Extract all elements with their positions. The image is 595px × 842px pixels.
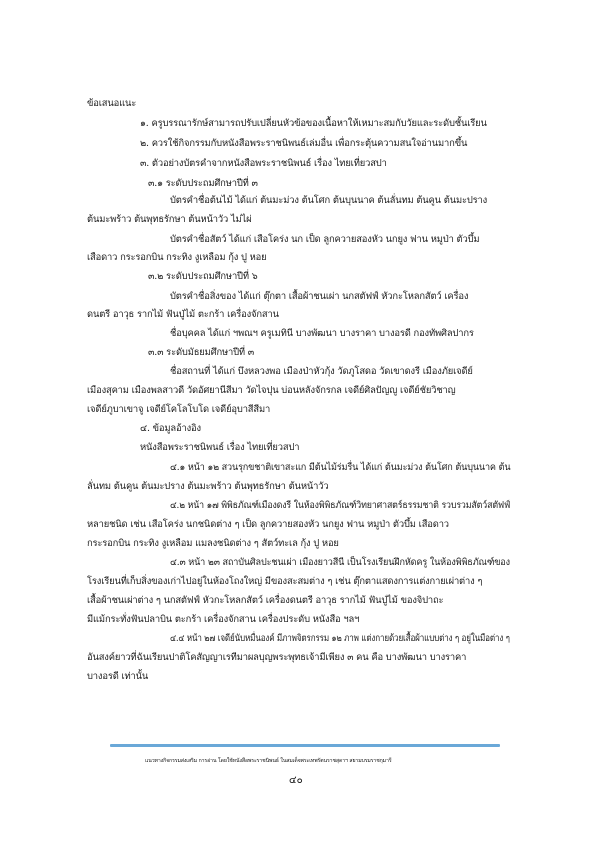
paragraph-line: ต้นมะพร้าว ต้นพุทธรักษา ต้นหน้าวัว ไม่ไผ่ <box>87 214 252 225</box>
paragraph-line: เสื้อผ้าชนเผ่าต่าง ๆ นกสตัฟฟ์ หัวกะโหลกสัตว์ เครื่องดนตรี อาวุธ รากไม้ ฟันปู่ไม้ ของจิปาถะ <box>87 595 444 606</box>
paragraph-line: เสือดาว กระรอกบิน กระทิง งูเหลือม กุ้ง ปู หอย <box>87 252 267 263</box>
paragraph-line: บัตรคำชื่อสิ่งของ ได้แก่ ตุ๊กตา เสื้อผ้าชนเผ่า นกสตัฟฟ์ หัวกะโหลกสัตว์ เครื่อง <box>170 291 469 302</box>
recommendation-3: ๓. ตัวอย่างบัตรคำจากหนังสือพระราชนิพนธ์ เรื่อง ไทยเที่ยวสปา <box>140 158 387 169</box>
subheading-grade-6: ๓.๒ ระดับประถมศึกษาปีที่ ๖ <box>148 271 258 282</box>
recommendation-1: ๑. ครูบรรณารักษ์สามารถปรับเปลี่ยนหัวข้อของเนื้อหาให้เหมาะสมกับวัยและระดับชั้นเรียน <box>140 118 487 129</box>
paragraph-line: โรงเรียนที่เก็บสิ่งของเก่าไปอยู่ในห้องโถงใหญ่ มีของสะสมต่าง ๆ เช่น ตุ๊กตาแสดงการแต่งกายเผ่าต่าง ๆ <box>87 576 483 587</box>
paragraph-line: บัตรคำชื่อสัตว์ ได้แก่ เสือโคร่ง นก เป็ด ลูกควายสองหัว นกยูง ฟาน หมูป่า ตัวบึ้ม <box>170 234 480 245</box>
paragraph-line: หลายชนิด เช่น เสือโคร่ง นกชนิดต่าง ๆ เป็ด ลูกควายสองหัว นกยูง ฟาน หมูป่า ตัวบึ้ม เสือดาว <box>87 519 449 530</box>
paragraph-line: ชื่อบุคคล ได้แก่ ฯพณฯ ครูเมทินี บางพัฒนา บางราคา บางอรดี กองทัพศิลปากร <box>170 328 474 339</box>
paragraph-line: กระรอกบิน กระทิง งูเหลือม แมลงชนิดต่าง ๆ สัตว์ทะเล กุ้ง ปู หอย <box>87 538 339 549</box>
subheading-secondary-3: ๓.๓ ระดับมัธยมศึกษาปีที่ ๓ <box>148 347 255 358</box>
footer-text: แนวทางกิจกรรมส่งเสริม การอ่าน โดยใช้หนังสือพระราชนิพนธ์ ในสมเด็จพระเทพรัตนราชสุดาฯ สยามบรมราชกุมารี <box>145 758 392 764</box>
heading-references: ๔. ข้อมูลอ้างอิง <box>140 423 201 434</box>
paragraph-line: ๔.๔ หน้า ๒๗ เจดีย์นับหมื่นองค์ มีภาพจิตรกรรม ๑๒ ภาพ แต่งกายด้วยเสื้อผ้าแบบต่าง ๆ อยู่ในมือต่าง ๆ <box>170 633 510 644</box>
heading-recommendations: ข้อเสนอแนะ <box>87 98 137 109</box>
paragraph-line: เมืองสุคาม เมืองพลสาวดี วัดอัศยานีสีมา วัดไจปุน บ่อนหลังจักรกล เจดีย์ศิลปัญญู เจดีย์ชัยวิชาญ <box>87 385 456 396</box>
paragraph-line: ๔.๓ หน้า ๒๓ สถาบันศิลปะชนเผ่า เมืองยาวสีนี เป็นโรงเรียนฝึกหัดครู ในห้องพิพิธภัณฑ์ของ <box>170 557 510 568</box>
paragraph-line: ชื่อสถานที่ ได้แก่ บึงหลวงพอ เมืองป่าหัวกุ้ง วัดภูโสดอ วัดเขาดงรี เมืองภัยเจดีย์ <box>170 366 473 377</box>
paragraph-line: บางอรดี เท่านั้น <box>87 671 149 682</box>
paragraph-line: เจดีย์ภูบาเขาจู เจดีย์โคโลโบโด เจดีย์อุบาสีสีมา <box>87 404 271 415</box>
subheading-grade-3: ๓.๑ ระดับประถมศึกษาปีที่ ๓ <box>148 178 258 189</box>
footer-divider <box>110 744 500 747</box>
paragraph-line: ๔.๑ หน้า ๑๒ สวนรุกขชาติเขาสะแก มีต้นไม้ร่มรื่น ได้แก่ ต้นมะม่วง ต้นโศก ต้นบุนนาค ต้น <box>170 462 511 473</box>
paragraph-line: ลั่นทม ต้นคูน ต้นมะปราง ต้นมะพร้าว ต้นพุทธรักษา ต้นหน้าวัว <box>87 481 329 492</box>
recommendation-2: ๒. ควรใช้กิจกรรมกับหนังสือพระราชนิพนธ์เล่มอื่น เพื่อกระตุ้นความสนใจอ่านมากขึ้น <box>140 138 468 149</box>
paragraph-line: บัตรคำชื่อต้นไม้ ได้แก่ ต้นมะม่วง ต้นโศก ต้นบุนนาค ต้นลั่นทม ต้นคูน ต้นมะปราง <box>170 195 488 206</box>
paragraph-line: ดนตรี อาวุธ รากไม้ ฟันปู่ไม้ ตะกร้า เครื่องจักสาน <box>87 309 279 320</box>
paragraph-line: อันสงค์ยาวที่ฉันเรียนปาติโคสัญญาเรทีมาผลบุญพระพุทธเจ้ามีเพียง ๓ คน คือ บางพัฒนา บางราคา <box>87 652 467 663</box>
reference-book-title: หนังสือพระราชนิพนธ์ เรื่อง ไทยเที่ยวสปา <box>140 442 300 453</box>
page-number: ๔๐ <box>289 775 303 786</box>
paragraph-line: มีแม้กระทั่งฟันปลาบิน ตะกร้า เครื่องจักสาน เครื่องประดับ หนังสือ ฯลฯ <box>87 614 360 625</box>
paragraph-line: ๔.๒ หน้า ๑๗ พิพิธภัณฑ์เมืองดงรี ในห้องพิพิธภัณฑ์วิทยาศาสตร์ธรรมชาติ รวบรวมสัตว์สตัฟฟ์ <box>170 500 511 511</box>
